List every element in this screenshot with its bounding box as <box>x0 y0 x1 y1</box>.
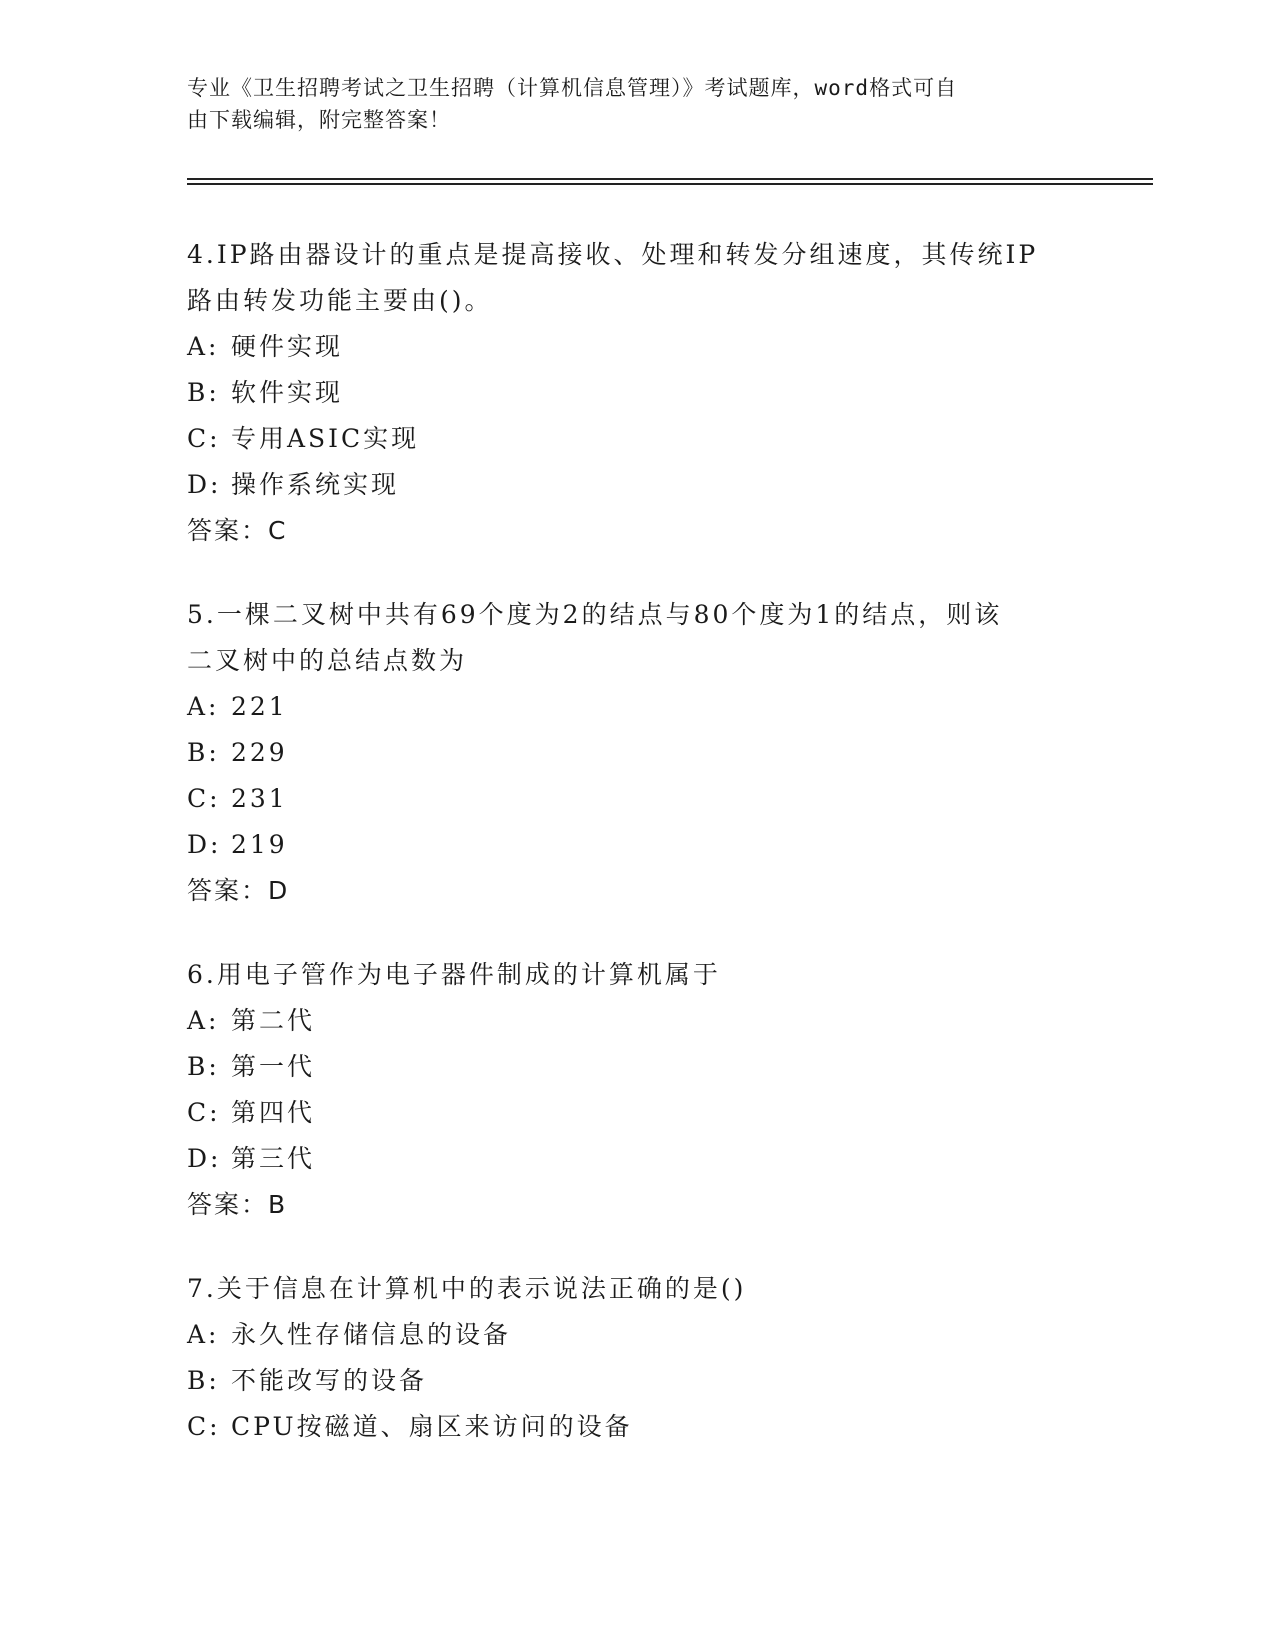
option-a <box>187 684 1087 730</box>
option-text: 221 <box>231 692 288 721</box>
option-key: D: <box>187 1144 222 1173</box>
option-text: 231 <box>231 784 288 813</box>
question-stem: 7.关于信息在计算机中的表示说法正确的是() <box>187 1274 747 1303</box>
option-key: C: <box>187 1412 221 1441</box>
option-key: A: <box>187 332 220 361</box>
option-text: 第四代 <box>231 1098 316 1127</box>
option-key: B: <box>187 1052 220 1081</box>
option-key: A: <box>187 1320 220 1349</box>
question-stem: 6.用电子管作为电子器件制成的计算机属于 <box>187 960 721 989</box>
question-spacer <box>187 554 1087 592</box>
option-text: CPU按磁道、扇区来访问的设备 <box>231 1412 633 1441</box>
option-a <box>187 1312 1087 1358</box>
option-key: C: <box>187 424 221 453</box>
option-b <box>187 730 1087 776</box>
option-key: B: <box>187 738 220 767</box>
option-text: 操作系统实现 <box>231 470 400 499</box>
option-c <box>187 1404 1087 1450</box>
option-b <box>187 1358 1087 1404</box>
header-line-2: 由下载编辑，附完整答案！ <box>187 108 451 132</box>
question-6 <box>187 952 1087 1228</box>
option-key: C: <box>187 784 221 813</box>
option-key: D: <box>187 830 222 859</box>
option-text: 永久性存储信息的设备 <box>231 1320 512 1349</box>
answer-label: 答案：B <box>187 1190 288 1219</box>
question-5 <box>187 592 1087 914</box>
question-stem-continued: 二叉树中的总结点数为 <box>187 646 468 675</box>
option-text: 第二代 <box>231 1006 316 1035</box>
option-c <box>187 416 1087 462</box>
option-text: 不能改写的设备 <box>231 1366 428 1395</box>
answer-label: 答案：D <box>187 876 290 905</box>
option-key: D: <box>187 470 222 499</box>
option-text: 第三代 <box>231 1144 316 1173</box>
document-header <box>187 72 1067 136</box>
option-d <box>187 1136 1087 1182</box>
option-text: 软件实现 <box>231 378 344 407</box>
option-text: 219 <box>231 830 288 859</box>
option-c <box>187 1090 1087 1136</box>
header-line-1: 专业《卫生招聘考试之卫生招聘（计算机信息管理）》考试题库，word格式可自 <box>187 76 958 100</box>
question-list <box>187 232 1087 1450</box>
header-divider-bottom <box>187 183 1153 185</box>
question-stem: 5.一棵二叉树中共有69个度为2的结点与80个度为1的结点，则该 <box>187 600 1003 629</box>
option-key: A: <box>187 1006 220 1035</box>
question-4 <box>187 232 1087 554</box>
question-spacer <box>187 1228 1087 1266</box>
option-b <box>187 1044 1087 1090</box>
option-d <box>187 822 1087 868</box>
option-b <box>187 370 1087 416</box>
option-key: A: <box>187 692 220 721</box>
option-text: 专用ASIC实现 <box>231 424 420 453</box>
option-text: 第一代 <box>231 1052 316 1081</box>
option-key: C: <box>187 1098 221 1127</box>
option-a <box>187 324 1087 370</box>
question-spacer <box>187 914 1087 952</box>
header-divider-top <box>187 178 1153 180</box>
option-d <box>187 462 1087 508</box>
question-7 <box>187 1266 1087 1450</box>
option-c <box>187 776 1087 822</box>
option-a <box>187 998 1087 1044</box>
option-key: B: <box>187 1366 220 1395</box>
answer-label: 答案：C <box>187 516 288 545</box>
question-stem: 4.IP路由器设计的重点是提高接收、处理和转发分组速度，其传统IP <box>187 240 1039 269</box>
question-stem-continued: 路由转发功能主要由()。 <box>187 286 493 315</box>
option-text: 229 <box>231 738 288 767</box>
option-key: B: <box>187 378 220 407</box>
option-text: 硬件实现 <box>231 332 344 361</box>
